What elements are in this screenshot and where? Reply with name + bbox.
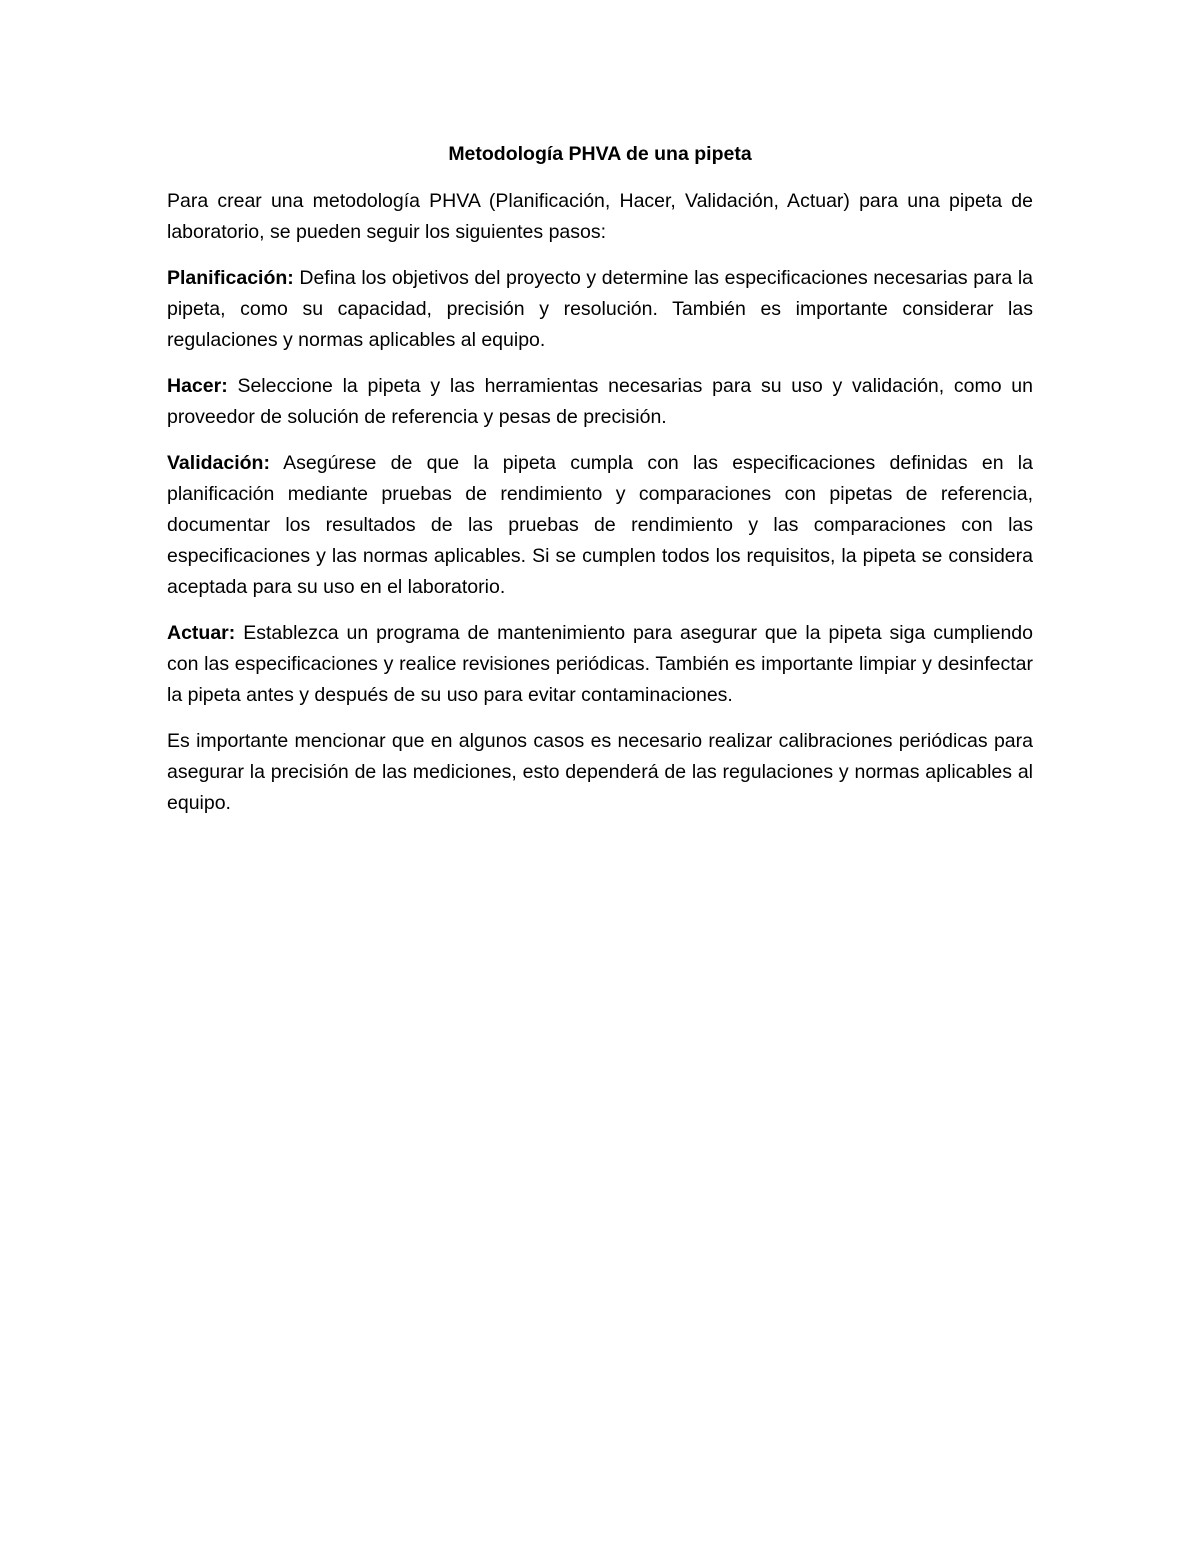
section-heading-planificacion: Planificación: (167, 267, 294, 289)
section-heading-hacer: Hacer: (167, 375, 228, 397)
section-heading-validacion: Validación: (167, 452, 270, 474)
document-body (167, 139, 1033, 834)
section-text-hacer: Seleccione la pipeta y las herramientas necesarias para su uso y validación, como un proveedor de solución de referencia y pesas de precisión. (167, 375, 1033, 428)
section-text-actuar: Establezca un programa de mantenimiento para asegurar que la pipeta siga cumpliendo con las especificaciones y realice revisiones periódicas. También es importante limpiar y desinfectar la pipeta antes y después de su uso para evitar contaminaciones. (167, 622, 1033, 706)
section-hacer (167, 371, 1033, 433)
section-text-validacion: Asegúrese de que la pipeta cumpla con las especificaciones definidas en la planificación mediante pruebas de rendimiento y comparaciones con pipetas de referencia, documentar los resultados de las pruebas de rendimiento y las comparaciones con las especificaciones y las normas aplicables. Si se cumplen todos los requisitos, la pipeta se considera aceptada para su uso en el laboratorio. (167, 452, 1033, 598)
section-text-planificacion: Defina los objetivos del proyecto y determine las especificaciones necesarias para la pipeta, como su capacidad, precisión y resolución. También es importante considerar las regulaciones y normas aplicables al equipo. (167, 267, 1033, 351)
document-title: Metodología PHVA de una pipeta (448, 143, 752, 165)
closing-paragraph: Es importante mencionar que en algunos casos es necesario realizar calibraciones periódicas para asegurar la precisión de las mediciones, esto dependerá de las regulaciones y normas aplicables al equipo. (167, 730, 1033, 814)
section-planificacion (167, 263, 1033, 356)
section-heading-actuar: Actuar: (167, 622, 236, 644)
section-actuar (167, 618, 1033, 711)
section-validacion (167, 448, 1033, 603)
intro-paragraph: Para crear una metodología PHVA (Planificación, Hacer, Validación, Actuar) para una pipeta de laboratorio, se pueden seguir los siguientes pasos: (167, 190, 1033, 243)
